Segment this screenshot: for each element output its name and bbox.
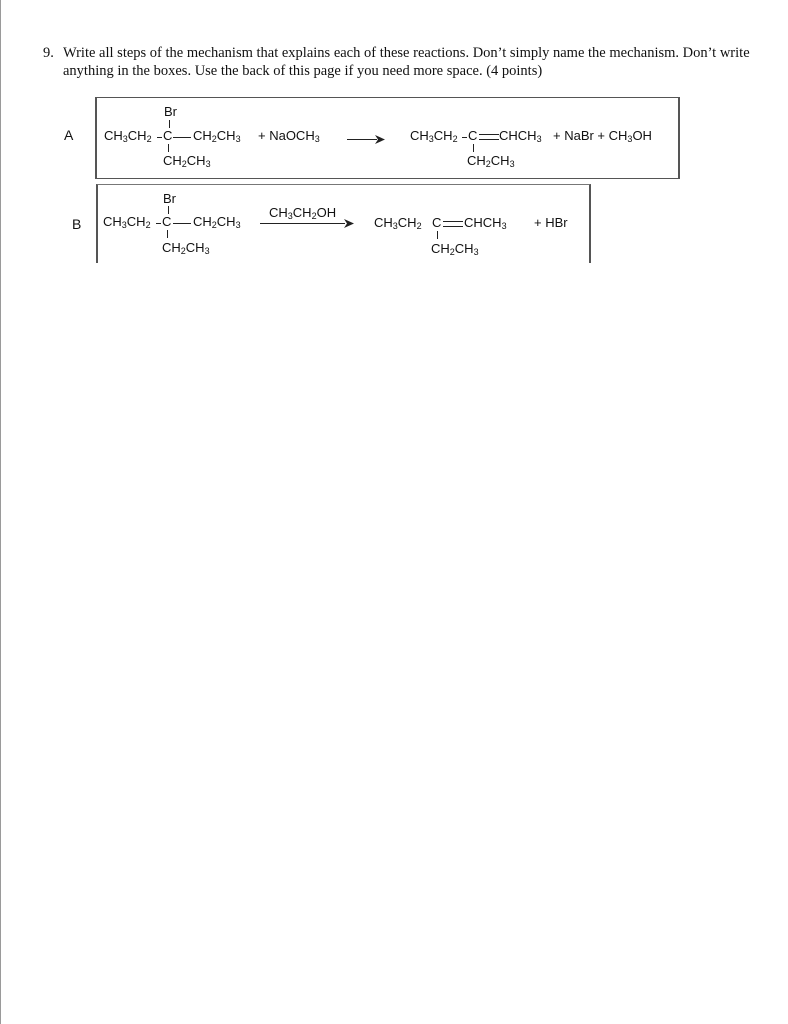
- reactant-b-center-atom: C: [162, 214, 172, 229]
- reactant-a-bottom-bond: [168, 144, 169, 152]
- reactant-a-right-group: $CH_2CH_3$: [193, 128, 241, 144]
- product-a-bottom-substituent: $CH_2CH_3$: [467, 153, 515, 169]
- reaction-a-box: [95, 97, 680, 179]
- reactant-a-left-group: $CH_3CH_2$: [104, 128, 152, 144]
- product-a-left-group: $CH_3CH_2$: [410, 128, 458, 144]
- question-text: Write all steps of the mechanism that explains each of these reactions. Don’t simply name the mechanism. Don’t write anything in the boxes. Use the back of this page if you need more space. (4 points): [63, 45, 750, 79]
- reactant-a-right-bond: [173, 137, 191, 138]
- reactant-a-bottom-substituent: $CH_2CH_3$: [163, 153, 211, 169]
- product-b-bottom-substituent: $CH_2CH_3$: [431, 241, 479, 257]
- reaction-a-arrow: [347, 139, 377, 140]
- product-a-double-bond-upper: [479, 134, 499, 135]
- product-a-center-atom: C: [468, 128, 478, 143]
- product-b-double-bond-upper: [443, 221, 463, 222]
- reaction-a-arrowhead: [375, 135, 385, 144]
- reactant-b-right-bond: [173, 223, 191, 224]
- reaction-b-arrowhead: [344, 219, 354, 228]
- reaction-b-label: B: [72, 216, 82, 232]
- product-b-double-bond-lower: [443, 226, 463, 227]
- reaction-a-reagent: + NaOCH$_3$: [258, 128, 320, 144]
- product-a-double-bond-lower: [479, 139, 499, 140]
- reactant-a-top-bond: [169, 120, 170, 128]
- page-left-edge: [0, 0, 1, 1024]
- reactant-b-bottom-bond: [167, 230, 168, 238]
- product-a-left-bond: [462, 137, 467, 138]
- question-9: [43, 44, 783, 80]
- reactant-b-left-group: $CH_3CH_2$: [103, 214, 151, 230]
- question-number: 9.: [43, 45, 54, 61]
- product-a-right-group: $CHCH_3$: [499, 128, 542, 144]
- reaction-b-condition: $CH_3CH_2OH$: [269, 205, 337, 221]
- reactant-b-top-substituent: Br: [163, 191, 176, 206]
- product-b-center-atom: C: [432, 215, 442, 230]
- reaction-a-byproducts: + NaBr + $CH_3OH$: [553, 128, 652, 144]
- reaction-b-box: [96, 184, 591, 263]
- product-a-bottom-bond: [473, 144, 474, 152]
- product-b-right-group: $CHCH_3$: [464, 215, 507, 231]
- reactant-a-top-substituent: Br: [164, 104, 177, 119]
- reactant-a-left-bond: [157, 137, 162, 138]
- product-b-bottom-bond: [437, 231, 438, 239]
- reactant-b-bottom-substituent: $CH_2CH_3$: [162, 240, 210, 256]
- reaction-b-arrow: [260, 223, 345, 224]
- reaction-a-label: A: [64, 127, 74, 143]
- reactant-a-center-atom: C: [163, 128, 173, 143]
- reactant-b-right-group: $CH_2CH_3$: [193, 214, 241, 230]
- reactant-b-top-bond: [168, 206, 169, 214]
- product-b-left-group: $CH_3CH_2$: [374, 215, 422, 231]
- reaction-b-byproducts: + HBr: [534, 215, 568, 230]
- reactant-b-left-bond: [156, 223, 161, 224]
